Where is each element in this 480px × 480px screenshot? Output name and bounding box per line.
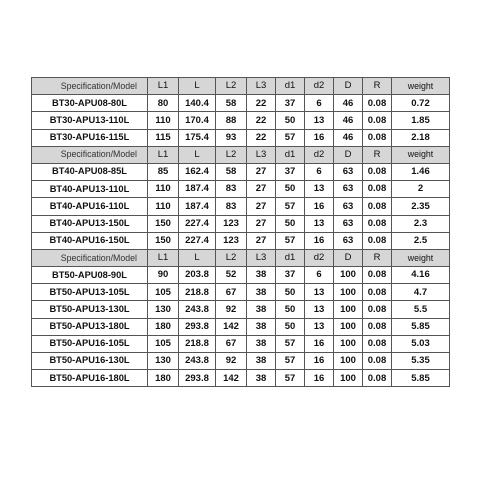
header-cell-r: R — [363, 249, 392, 266]
cell-d2: 13 — [305, 215, 334, 232]
header-cell-model: Specification/Model — [32, 249, 148, 266]
cell-l1: 180 — [148, 318, 179, 335]
cell-d: 46 — [334, 95, 363, 112]
cell-model: BT50-APU13-105L — [32, 284, 148, 301]
cell-weight: 2.35 — [392, 198, 450, 215]
cell-l3: 27 — [247, 198, 276, 215]
cell-l3: 38 — [247, 267, 276, 284]
table-row — [32, 181, 450, 198]
cell-l: 187.4 — [179, 198, 216, 215]
header-cell-r: R — [363, 78, 392, 95]
cell-r: 0.08 — [363, 301, 392, 318]
cell-d1: 50 — [276, 112, 305, 129]
cell-model: BT30-APU16-115L — [32, 129, 148, 146]
header-cell-l2: L2 — [216, 249, 247, 266]
cell-weight: 2.3 — [392, 215, 450, 232]
cell-d1: 57 — [276, 335, 305, 352]
table-row — [32, 112, 450, 129]
cell-l1: 110 — [148, 112, 179, 129]
cell-weight: 5.03 — [392, 335, 450, 352]
cell-l2: 88 — [216, 112, 247, 129]
cell-r: 0.08 — [363, 267, 392, 284]
cell-l: 243.8 — [179, 301, 216, 318]
cell-l2: 142 — [216, 370, 247, 387]
header-cell-weight: weight — [392, 249, 450, 266]
cell-d1: 50 — [276, 284, 305, 301]
cell-r: 0.08 — [363, 215, 392, 232]
cell-d: 100 — [334, 267, 363, 284]
cell-l1: 80 — [148, 95, 179, 112]
cell-model: BT50-APU16-130L — [32, 353, 148, 370]
cell-r: 0.08 — [363, 284, 392, 301]
cell-d: 63 — [334, 232, 363, 249]
table-row — [32, 370, 450, 387]
cell-l: 227.4 — [179, 232, 216, 249]
cell-l2: 142 — [216, 318, 247, 335]
cell-d1: 57 — [276, 232, 305, 249]
cell-d1: 50 — [276, 318, 305, 335]
table-row — [32, 301, 450, 318]
cell-d2: 6 — [305, 163, 334, 180]
cell-d2: 16 — [305, 232, 334, 249]
cell-d: 63 — [334, 163, 363, 180]
cell-d2: 13 — [305, 318, 334, 335]
cell-l1: 110 — [148, 198, 179, 215]
cell-model: BT30-APU13-110L — [32, 112, 148, 129]
header-cell-d2: d2 — [305, 249, 334, 266]
cell-weight: 1.85 — [392, 112, 450, 129]
cell-l3: 22 — [247, 129, 276, 146]
cell-weight: 1.46 — [392, 163, 450, 180]
cell-l3: 38 — [247, 284, 276, 301]
cell-d: 63 — [334, 198, 363, 215]
cell-l: 203.8 — [179, 267, 216, 284]
cell-l2: 52 — [216, 267, 247, 284]
cell-weight: 2 — [392, 181, 450, 198]
cell-r: 0.08 — [363, 318, 392, 335]
cell-l1: 130 — [148, 353, 179, 370]
cell-l: 293.8 — [179, 318, 216, 335]
cell-d: 100 — [334, 335, 363, 352]
cell-l3: 38 — [247, 335, 276, 352]
header-cell-weight: weight — [392, 78, 450, 95]
header-cell-model: Specification/Model — [32, 146, 148, 163]
cell-d: 46 — [334, 112, 363, 129]
table-row — [32, 318, 450, 335]
cell-d1: 37 — [276, 163, 305, 180]
cell-l: 218.8 — [179, 335, 216, 352]
cell-l2: 58 — [216, 95, 247, 112]
cell-l2: 92 — [216, 353, 247, 370]
table-row — [32, 335, 450, 352]
cell-l3: 38 — [247, 353, 276, 370]
header-cell-weight: weight — [392, 146, 450, 163]
table-row — [32, 267, 450, 284]
cell-r: 0.08 — [363, 232, 392, 249]
table-row — [32, 353, 450, 370]
cell-model: BT50-APU16-105L — [32, 335, 148, 352]
header-cell-l1: L1 — [148, 249, 179, 266]
cell-d: 63 — [334, 181, 363, 198]
cell-l3: 27 — [247, 232, 276, 249]
cell-weight: 2.18 — [392, 129, 450, 146]
header-cell-d2: d2 — [305, 78, 334, 95]
cell-l2: 92 — [216, 301, 247, 318]
cell-d1: 57 — [276, 353, 305, 370]
cell-r: 0.08 — [363, 112, 392, 129]
header-cell-r: R — [363, 146, 392, 163]
cell-model: BT40-APU13-110L — [32, 181, 148, 198]
table-header-row — [32, 249, 450, 266]
cell-model: BT50-APU08-90L — [32, 267, 148, 284]
cell-l3: 27 — [247, 181, 276, 198]
cell-model: BT40-APU13-150L — [32, 215, 148, 232]
cell-l3: 27 — [247, 163, 276, 180]
cell-l3: 27 — [247, 215, 276, 232]
cell-r: 0.08 — [363, 95, 392, 112]
table-row — [32, 95, 450, 112]
cell-l1: 105 — [148, 284, 179, 301]
cell-model: BT50-APU13-180L — [32, 318, 148, 335]
cell-r: 0.08 — [363, 129, 392, 146]
cell-d: 100 — [334, 318, 363, 335]
cell-d1: 57 — [276, 198, 305, 215]
cell-r: 0.08 — [363, 181, 392, 198]
header-cell-model: Specification/Model — [32, 78, 148, 95]
header-cell-l3: L3 — [247, 249, 276, 266]
cell-l1: 90 — [148, 267, 179, 284]
header-cell-l: L — [179, 249, 216, 266]
header-cell-d1: d1 — [276, 249, 305, 266]
cell-l3: 22 — [247, 95, 276, 112]
cell-l1: 105 — [148, 335, 179, 352]
cell-l3: 38 — [247, 301, 276, 318]
cell-d1: 57 — [276, 370, 305, 387]
cell-r: 0.08 — [363, 335, 392, 352]
cell-d1: 37 — [276, 95, 305, 112]
header-cell-l2: L2 — [216, 146, 247, 163]
cell-weight: 5.5 — [392, 301, 450, 318]
cell-r: 0.08 — [363, 198, 392, 215]
cell-l: 170.4 — [179, 112, 216, 129]
header-cell-l3: L3 — [247, 146, 276, 163]
cell-l: 227.4 — [179, 215, 216, 232]
table-row — [32, 284, 450, 301]
cell-model: BT40-APU16-150L — [32, 232, 148, 249]
cell-l1: 115 — [148, 129, 179, 146]
cell-model: BT50-APU13-130L — [32, 301, 148, 318]
cell-l1: 180 — [148, 370, 179, 387]
cell-l: 187.4 — [179, 181, 216, 198]
cell-d2: 6 — [305, 95, 334, 112]
table-row — [32, 129, 450, 146]
cell-d2: 16 — [305, 129, 334, 146]
cell-d: 100 — [334, 284, 363, 301]
table-header-row — [32, 146, 450, 163]
cell-l3: 22 — [247, 112, 276, 129]
cell-d2: 13 — [305, 301, 334, 318]
cell-l2: 83 — [216, 198, 247, 215]
cell-l1: 150 — [148, 232, 179, 249]
cell-d: 63 — [334, 215, 363, 232]
cell-l3: 38 — [247, 370, 276, 387]
cell-weight: 4.16 — [392, 267, 450, 284]
header-cell-d2: d2 — [305, 146, 334, 163]
cell-l2: 67 — [216, 335, 247, 352]
cell-d2: 13 — [305, 284, 334, 301]
table-row — [32, 215, 450, 232]
cell-r: 0.08 — [363, 163, 392, 180]
cell-l2: 58 — [216, 163, 247, 180]
cell-l1: 85 — [148, 163, 179, 180]
header-cell-d1: d1 — [276, 146, 305, 163]
spec-table-container — [31, 77, 449, 387]
cell-r: 0.08 — [363, 370, 392, 387]
cell-l2: 123 — [216, 232, 247, 249]
cell-d2: 6 — [305, 267, 334, 284]
cell-l3: 38 — [247, 318, 276, 335]
table-row — [32, 163, 450, 180]
header-cell-d: D — [334, 249, 363, 266]
cell-l: 218.8 — [179, 284, 216, 301]
cell-l: 175.4 — [179, 129, 216, 146]
cell-l: 293.8 — [179, 370, 216, 387]
cell-d1: 57 — [276, 129, 305, 146]
cell-model: BT40-APU16-110L — [32, 198, 148, 215]
cell-l: 140.4 — [179, 95, 216, 112]
cell-l2: 83 — [216, 181, 247, 198]
table-row — [32, 198, 450, 215]
table-header-row — [32, 78, 450, 95]
cell-weight: 0.72 — [392, 95, 450, 112]
cell-l1: 130 — [148, 301, 179, 318]
header-cell-l: L — [179, 146, 216, 163]
cell-d2: 13 — [305, 112, 334, 129]
cell-d: 100 — [334, 353, 363, 370]
spec-table — [31, 77, 450, 387]
cell-d: 100 — [334, 301, 363, 318]
cell-d2: 13 — [305, 181, 334, 198]
cell-l2: 93 — [216, 129, 247, 146]
cell-l1: 150 — [148, 215, 179, 232]
cell-model: BT30-APU08-80L — [32, 95, 148, 112]
cell-weight: 2.5 — [392, 232, 450, 249]
cell-d1: 50 — [276, 301, 305, 318]
cell-d: 100 — [334, 370, 363, 387]
header-cell-l3: L3 — [247, 78, 276, 95]
header-cell-d1: d1 — [276, 78, 305, 95]
cell-weight: 4.7 — [392, 284, 450, 301]
cell-weight: 5.35 — [392, 353, 450, 370]
cell-d1: 50 — [276, 215, 305, 232]
cell-l: 243.8 — [179, 353, 216, 370]
cell-d1: 37 — [276, 267, 305, 284]
cell-d2: 16 — [305, 198, 334, 215]
cell-model: BT40-APU08-85L — [32, 163, 148, 180]
header-cell-l: L — [179, 78, 216, 95]
cell-model: BT50-APU16-180L — [32, 370, 148, 387]
cell-l2: 123 — [216, 215, 247, 232]
cell-weight: 5.85 — [392, 318, 450, 335]
cell-l1: 110 — [148, 181, 179, 198]
header-cell-d: D — [334, 78, 363, 95]
cell-d1: 50 — [276, 181, 305, 198]
header-cell-l2: L2 — [216, 78, 247, 95]
cell-r: 0.08 — [363, 353, 392, 370]
cell-d: 46 — [334, 129, 363, 146]
header-cell-l1: L1 — [148, 78, 179, 95]
cell-d2: 16 — [305, 353, 334, 370]
cell-d2: 16 — [305, 370, 334, 387]
cell-d2: 16 — [305, 335, 334, 352]
cell-l: 162.4 — [179, 163, 216, 180]
table-row — [32, 232, 450, 249]
header-cell-l1: L1 — [148, 146, 179, 163]
cell-weight: 5.85 — [392, 370, 450, 387]
cell-l2: 67 — [216, 284, 247, 301]
header-cell-d: D — [334, 146, 363, 163]
